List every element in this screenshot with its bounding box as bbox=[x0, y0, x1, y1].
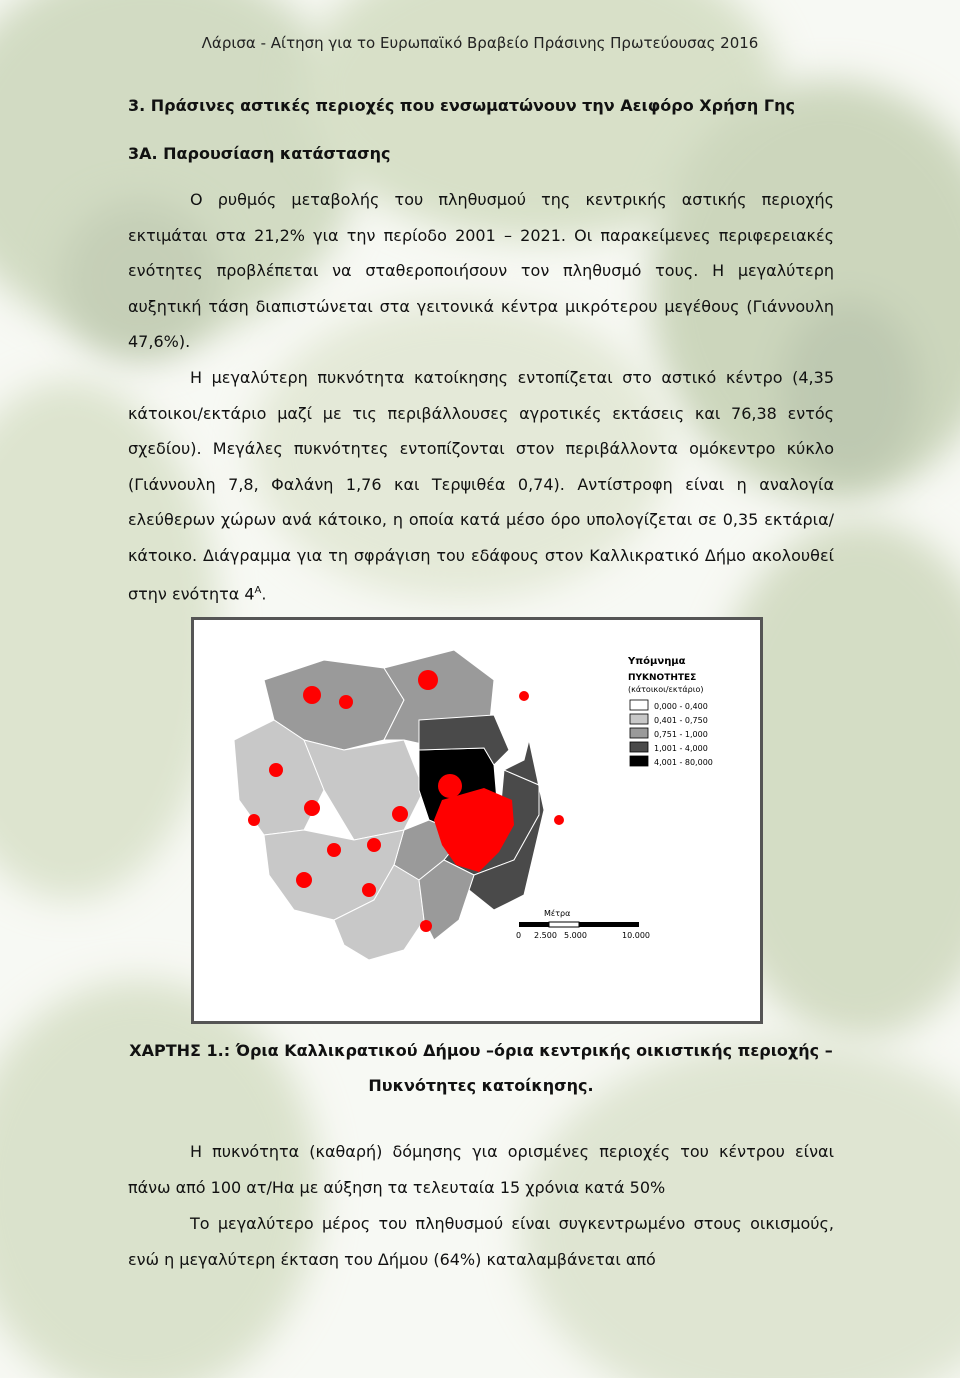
legend-label: 1,001 - 4,000 bbox=[654, 744, 708, 753]
density-map bbox=[191, 617, 763, 1024]
settlement bbox=[304, 800, 320, 816]
settlement bbox=[303, 686, 321, 704]
paragraph-2-end: . bbox=[261, 584, 267, 604]
legend-label: 0,751 - 1,000 bbox=[654, 730, 708, 739]
legend-swatch bbox=[630, 700, 648, 710]
scale-label: Μέτρα bbox=[544, 909, 571, 918]
paragraph-population bbox=[128, 182, 834, 360]
settlement bbox=[367, 838, 381, 852]
legend-swatch bbox=[630, 714, 648, 724]
legend-label: 0,000 - 0,400 bbox=[654, 702, 708, 711]
settlement bbox=[339, 695, 353, 709]
section-superscript: A bbox=[254, 585, 262, 596]
legend-title: Υπόμνημα bbox=[628, 656, 686, 667]
settlement bbox=[362, 883, 376, 897]
legend-label: 0,401 - 0,750 bbox=[654, 716, 708, 725]
density-map-svg bbox=[194, 620, 760, 1021]
paragraph-2-text bbox=[128, 360, 834, 612]
settlement bbox=[248, 814, 260, 826]
settlement bbox=[519, 691, 529, 701]
scale-tick-label: 10.000 bbox=[622, 931, 650, 940]
settlement bbox=[420, 920, 432, 932]
legend-label: 4,001 - 80,000 bbox=[654, 758, 713, 767]
scale-tick-label: 2.500 bbox=[534, 931, 557, 940]
subsection-title: 3Α. Παρουσίαση κατάστασης bbox=[128, 144, 391, 163]
settlement bbox=[296, 872, 312, 888]
paragraph-density bbox=[128, 360, 834, 612]
scale-segment bbox=[519, 922, 549, 927]
scale-tick-label: 0 bbox=[516, 931, 522, 940]
page-header: Λάρισα - Αίτηση για το Ευρωπαϊκό Βραβείο Πράσινης Πρωτεύουσας 2016 bbox=[201, 34, 759, 52]
section-title: 3. Πράσινες αστικές περιοχές που ενσωματώνουν την Αειφόρο Χρήση Γης bbox=[128, 96, 795, 115]
settlement bbox=[392, 806, 408, 822]
paragraph-settlements bbox=[128, 1206, 834, 1277]
scale-segment bbox=[549, 922, 579, 927]
settlement bbox=[438, 774, 462, 798]
legend-swatch bbox=[630, 742, 648, 752]
map-caption: ΧΑΡΤΗΣ 1.: Όρια Καλλικρατικού Δήμου –όρια κεντρικής οικιστικής περιοχής –Πυκνότητες κατοίκησης. bbox=[129, 1041, 833, 1095]
settlement bbox=[327, 843, 341, 857]
scale-segment bbox=[579, 922, 639, 927]
legend-swatch bbox=[630, 728, 648, 738]
settlement bbox=[269, 763, 283, 777]
legend-swatch bbox=[630, 756, 648, 766]
scale-tick-label: 5.000 bbox=[564, 931, 587, 940]
settlement bbox=[418, 670, 438, 690]
paragraph-building-density bbox=[128, 1134, 834, 1205]
paragraph-2-main: Η μεγαλύτερη πυκνότητα κατοίκησης εντοπίζεται στο αστικό κέντρο (4,35 κάτοικοι/εκτάριο μαζί με τις περιβάλλουσες αγροτικές εκτάσεις και 76,38 εντός σχεδίου). Μεγάλες πυκνότητες εντοπίζονται στον περιβάλλοντα ομόκεντρο κύκλο (Γιάννουλη 7,8, Φαλάνη 1,76 και Τερψιθέα 0,74). Αντίστροφη είναι η αναλογία ελεύθερων χώρων ανά κάτοικο, η οποία κατά μέσο όρο υπολογίζεται σε 0,35 εκτάρια/κάτοικο. Διάγραμμα για τη σφράγιση του εδάφους στον Καλλικρατικό Δήμο ακολουθεί στην ενότητα 4 bbox=[128, 368, 834, 604]
legend-unit: (κάτοικοι/εκτάριο) bbox=[628, 685, 704, 694]
paragraph-4-text: Το μεγαλύτερο μέρος του πληθυσμού είναι συγκεντρωμένο στους οικισμούς, ενώ η μεγαλύτερη έκταση του Δήμου (64%) καταλαμβάνεται από bbox=[128, 1214, 834, 1269]
legend-subtitle: ΠΥΚΝΟΤΗΤΕΣ bbox=[628, 673, 697, 683]
settlement bbox=[554, 815, 564, 825]
paragraph-1-text: Ο ρυθμός μεταβολής του πληθυσμού της κεντρικής αστικής περιοχής εκτιμάται στα 21,2% για την περίοδο 2001 – 2021. Οι παρακείμενες περιφερειακές ενότητες προβλέπεται να σταθεροποιήσουν τον πληθυσμό τους. Η μεγαλύτερη αυξητική τάση διαπιστώνεται στα γειτονικά κέντρα μικρότερου μεγέθους (Γιάννουλη 47,6%). bbox=[128, 190, 834, 351]
paragraph-3-text: Η πυκνότητα (καθαρή) δόμησης για ορισμένες περιοχές του κέντρου είναι πάνω από 100 ατ/Ηα με αύξηση τα τελευταία 15 χρόνια κατά 50% bbox=[128, 1142, 834, 1197]
